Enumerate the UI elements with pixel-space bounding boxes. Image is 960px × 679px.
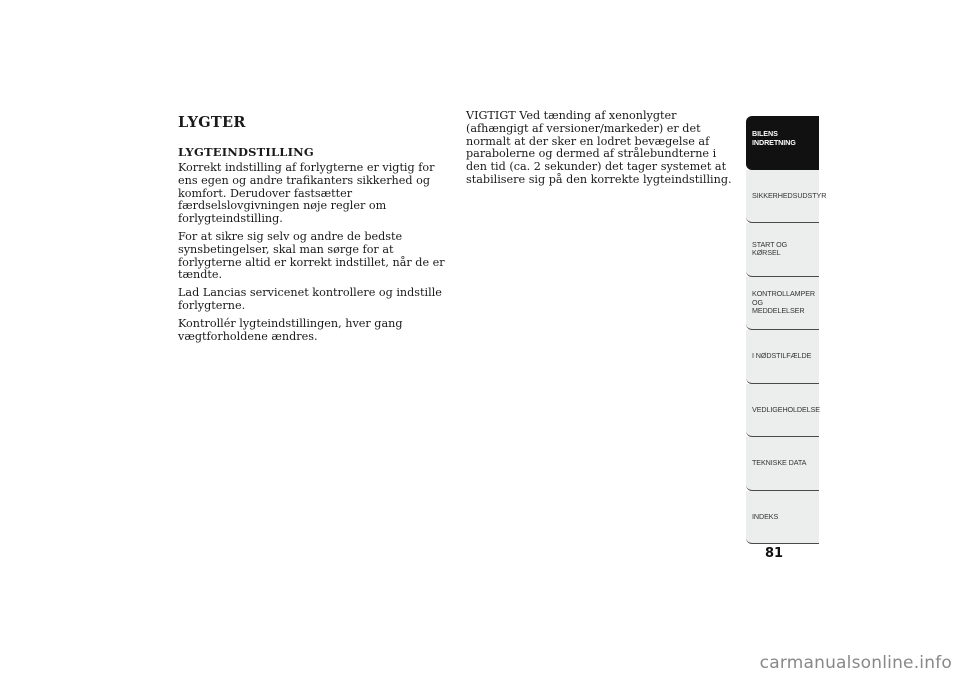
tab-label: I NØDSTILFÆLDE xyxy=(752,351,812,360)
tab-tekniske-data[interactable] xyxy=(746,437,819,491)
tab-start-og-korsel[interactable] xyxy=(746,223,819,277)
tab-label: INDEKS xyxy=(752,511,779,521)
paragraph-1: Korrekt indstilling af forlygterne er vigtig for ens egen og andre trafikanters sikkerhed og komfort. Derudover fastsætter færdselslovgivningen nøje regler om forlygteindstilling. xyxy=(178,161,435,226)
watermark-text: carmanualsonline.info xyxy=(759,653,952,673)
tab-label: KONTROLLAMPER OG MEDDELELSER xyxy=(752,289,816,315)
tab-kontrollamper[interactable] xyxy=(746,277,819,331)
tab-label: BILENS INDRETNING xyxy=(752,129,796,147)
tab-indeks[interactable] xyxy=(746,491,819,545)
important-note: VIGTIGT Ved tænding af xenonlygter (afhængigt af versioner/markeder) er det normalt at der sker en lodret bevægelse af parabolerne og dermed af strålebundterne i den tid (ca. 2 sekunder) det tager systemet at stabilisere sig på den korrekte lygteindstilling. xyxy=(466,109,732,186)
left-column xyxy=(178,114,446,348)
tab-label: TEKNISKE DATA xyxy=(752,458,807,467)
paragraph-2: For at sikre sig selv og andre de bedste synsbetingelser, skal man sørge for at forlygterne altid er korrekt indstillet, når de er tændte. xyxy=(178,229,445,282)
tab-bilens-indretning[interactable] xyxy=(746,116,819,170)
right-column xyxy=(466,110,734,192)
chapter-tabs xyxy=(746,116,827,544)
tab-label: START OG KØRSEL xyxy=(752,239,788,258)
tab-label: VEDLIGEHOLDELSE xyxy=(752,404,821,414)
tab-vedligeholdelse[interactable] xyxy=(746,384,819,438)
paragraph-3: Lad Lancias servicenet kontrollere og indstille forlygterne. xyxy=(178,286,442,312)
section-title: LYGTER xyxy=(178,114,246,131)
tab-sikkerhedsudstyr[interactable] xyxy=(746,170,827,224)
tab-label: SIKKERHEDSUDSTYR xyxy=(752,190,827,200)
paragraph-4: Kontrollér lygteindstillingen, hver gang vægtforholdene ændres. xyxy=(178,316,403,343)
page-number: 81 xyxy=(764,546,784,561)
tab-i-nodstilfaelde[interactable] xyxy=(746,330,819,384)
subheading: LYGTEINDSTILLING xyxy=(178,145,314,159)
